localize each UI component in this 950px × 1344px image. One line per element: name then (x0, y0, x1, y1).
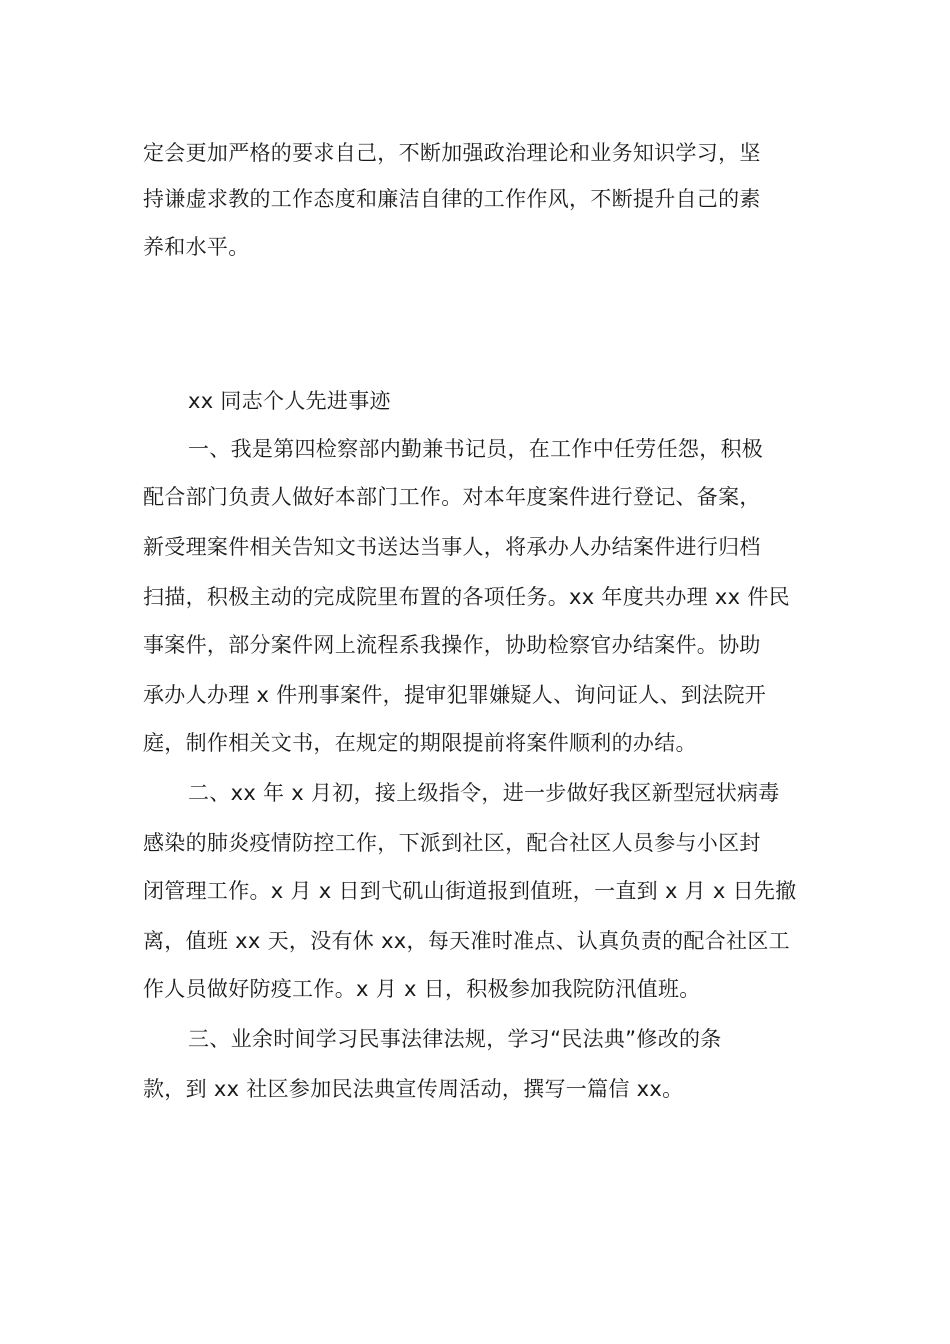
section1-line-2: 配合部门负责人做好本部门工作。对本年度案件进行登记、备案， (143, 485, 761, 509)
intro-line-3: 养和水平。 (143, 235, 250, 259)
intro-line-2: 持谦虚求教的工作态度和廉洁自律的工作作风，不断提升自己的素 (143, 187, 761, 211)
section2-line-5: 作人员做好防疫工作。x 月 x 日，积极参加我院防汛值班。 (143, 977, 701, 1001)
intro-line-1: 定会更加严格的要求自己，不断加强政治理论和业务知识学习，坚 (143, 141, 761, 165)
section1-line-3: 新受理案件相关告知文书送达当事人，将承办人办结案件进行归档 (143, 535, 761, 559)
section1-line-5: 事案件，部分案件网上流程系我操作，协助检察官办结案件。协助 (143, 633, 761, 657)
section1-line-7: 庭，制作相关文书，在规定的期限提前将案件顺利的办结。 (143, 731, 697, 755)
section1-line-1: 一、我是第四检察部内勤兼书记员，在工作中任劳任怨，积极 (188, 437, 764, 461)
section2-line-3: 闭管理工作。x 月 x 日到弋矶山街道报到值班，一直到 x 月 x 日先撤 (143, 879, 797, 903)
section2-line-1: 二、xx 年 x 月初，接上级指令，进一步做好我区新型冠状病毒 (188, 781, 780, 805)
section3-line-2: 款，到 xx 社区参加民法典宣传周活动，撰写一篇信 xx。 (143, 1077, 684, 1101)
section3-line-1: 三、业余时间学习民事法律法规，学习“民法典”修改的条 (188, 1027, 722, 1051)
section1-line-4: 扫描，积极主动的完成院里布置的各项任务。xx 年度共办理 xx 件民 (143, 585, 790, 609)
section2-line-2: 感染的肺炎疫情防控工作，下派到社区，配合社区人员参与小区封 (143, 831, 761, 855)
document-title: xx 同志个人先进事迹 (188, 389, 391, 413)
section1-line-6: 承办人办理 x 件刑事案件，提审犯罪嫌疑人、询问证人、到法院开 (143, 683, 767, 707)
section2-line-4: 离，值班 xx 天，没有休 xx，每天准时准点、认真负责的配合社区工 (143, 929, 790, 953)
